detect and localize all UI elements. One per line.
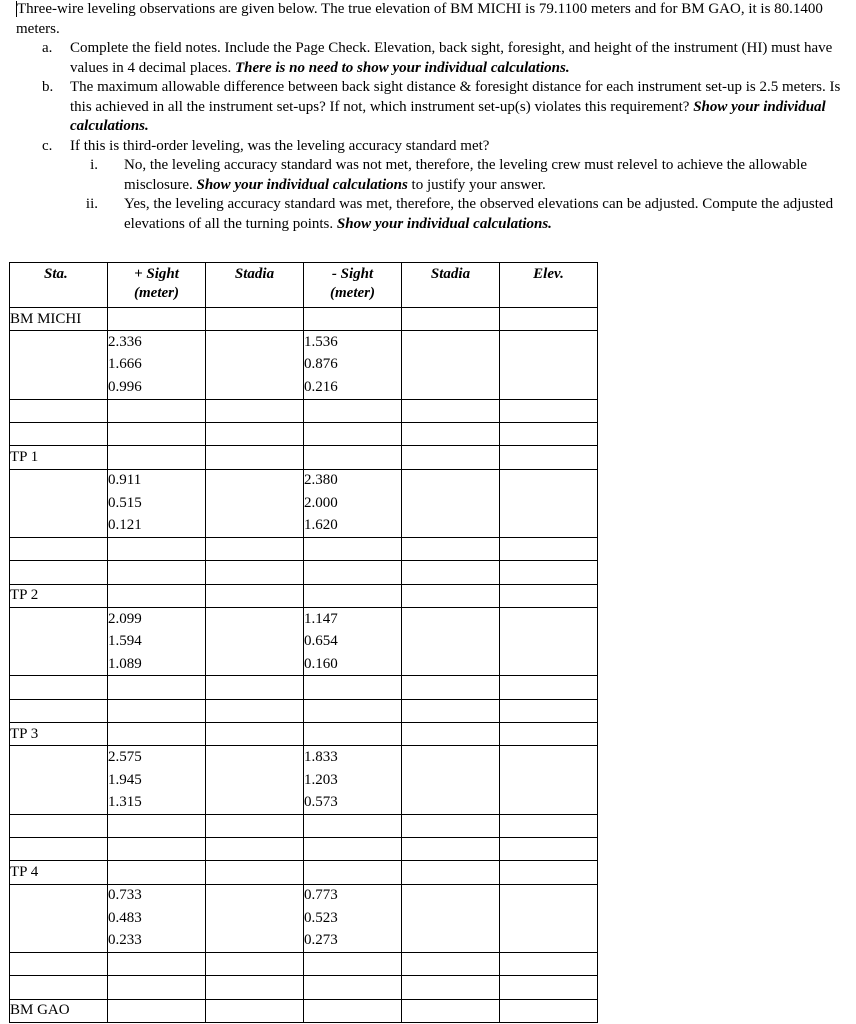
foresight-reading: 0.876 (304, 354, 402, 376)
table-cell (500, 584, 598, 607)
table-cell (108, 561, 206, 584)
table-cell (206, 446, 304, 469)
subpart-text: Yes, the leveling accuracy standard was met, therefore, the observed elevations can be adjusted. Compute the adjusted elevations of all the turning points. (124, 196, 834, 232)
table-cell (108, 952, 206, 975)
table-cell (108, 399, 206, 422)
table-cell (500, 769, 598, 791)
reading-row (10, 930, 598, 953)
foresight-reading: 0.273 (304, 930, 402, 953)
reading-row (10, 331, 598, 354)
station-row (10, 999, 598, 1022)
table-cell (402, 999, 500, 1022)
table-cell (402, 976, 500, 999)
table-cell (206, 861, 304, 884)
foresight-reading: 1.620 (304, 515, 402, 538)
foresight-reading: 0.523 (304, 907, 402, 929)
header-plus-sight: + Sight (meter) (108, 263, 206, 308)
table-cell (206, 584, 304, 607)
backsight-reading: 2.099 (108, 608, 206, 631)
table-cell (206, 676, 304, 699)
table-cell (108, 976, 206, 999)
table-cell (206, 814, 304, 837)
foresight-reading: 2.000 (304, 492, 402, 514)
table-cell (304, 399, 402, 422)
table-cell (500, 446, 598, 469)
subpart-after: to justify your answer. (407, 176, 546, 193)
table-cell (402, 399, 500, 422)
header-stadia-1: Stadia (206, 263, 304, 308)
part-emphasis: Show your individual calculations. (70, 98, 826, 134)
part-text: Complete the field notes. Include the Page Check. Elevation, back sight, foresight, and height of the instrument (HI) must have values in 4 decimal places. (70, 40, 833, 76)
table-cell (108, 676, 206, 699)
table-cell (500, 399, 598, 422)
subpart-ii (16, 195, 841, 234)
table-cell (10, 814, 108, 837)
table-cell (10, 515, 108, 538)
header-stadia-2: Stadia (402, 263, 500, 308)
table-cell (10, 746, 108, 769)
table-cell (206, 354, 304, 376)
backsight-reading: 1.315 (108, 791, 206, 814)
table-cell (500, 515, 598, 538)
table-cell (206, 952, 304, 975)
table-cell (500, 537, 598, 560)
table-cell (500, 837, 598, 860)
table-cell (500, 376, 598, 399)
table-cell (10, 769, 108, 791)
blank-row (10, 561, 598, 584)
part-a (16, 39, 841, 78)
table-cell (108, 308, 206, 331)
table-cell (206, 976, 304, 999)
blank-row (10, 537, 598, 560)
subpart-text: No, the leveling accuracy standard was not met, therefore, the leveling crew must relevel to achieve the allowable misclosure. (124, 157, 808, 193)
foresight-reading: 0.773 (304, 884, 402, 907)
reading-row (10, 907, 598, 929)
table-cell (10, 676, 108, 699)
table-cell (402, 884, 500, 907)
table-cell (500, 907, 598, 929)
table-cell (206, 630, 304, 652)
foresight-reading: 2.380 (304, 469, 402, 492)
table-cell (500, 746, 598, 769)
table-cell (206, 653, 304, 676)
backsight-reading: 0.483 (108, 907, 206, 929)
table-cell (500, 952, 598, 975)
reading-row (10, 746, 598, 769)
backsight-reading: 0.733 (108, 884, 206, 907)
table-cell (304, 584, 402, 607)
table-cell (402, 492, 500, 514)
station-row (10, 446, 598, 469)
table-cell (304, 561, 402, 584)
table-cell (500, 331, 598, 354)
blank-row (10, 837, 598, 860)
table-cell (206, 515, 304, 538)
blank-row (10, 422, 598, 445)
header-elev: Elev. (500, 263, 598, 308)
table-cell (500, 653, 598, 676)
problem-statement (16, 0, 841, 234)
subpart-marker: ii. (85, 196, 98, 212)
table-cell (402, 446, 500, 469)
reading-row (10, 608, 598, 631)
table-cell (402, 584, 500, 607)
table-cell (500, 561, 598, 584)
header-minus-sight: - Sight (meter) (304, 263, 402, 308)
header-sta: Sta. (10, 263, 108, 308)
station-row (10, 308, 598, 331)
table-cell (10, 608, 108, 631)
table-cell (500, 354, 598, 376)
table-cell (402, 308, 500, 331)
table-cell (500, 814, 598, 837)
table-cell (10, 653, 108, 676)
table-cell (500, 422, 598, 445)
table-cell (206, 492, 304, 514)
table-cell (206, 999, 304, 1022)
table-cell (206, 884, 304, 907)
reading-row (10, 469, 598, 492)
blank-row (10, 399, 598, 422)
table-cell (206, 469, 304, 492)
part-marker: a. (42, 40, 53, 56)
backsight-reading: 1.594 (108, 630, 206, 652)
foresight-reading: 1.203 (304, 769, 402, 791)
table-cell (304, 999, 402, 1022)
table-cell (402, 608, 500, 631)
table-cell (304, 837, 402, 860)
table-cell (304, 308, 402, 331)
table-cell (206, 746, 304, 769)
table-cell (500, 308, 598, 331)
station-label: TP 4 (10, 861, 108, 884)
backsight-reading: 1.945 (108, 769, 206, 791)
station-row (10, 723, 598, 746)
station-label: TP 3 (10, 723, 108, 746)
blank-row (10, 699, 598, 722)
station-label: TP 2 (10, 584, 108, 607)
station-row (10, 861, 598, 884)
table-cell (500, 469, 598, 492)
station-label: BM GAO (10, 999, 108, 1022)
backsight-reading: 0.515 (108, 492, 206, 514)
table-cell (10, 976, 108, 999)
foresight-reading: 1.833 (304, 746, 402, 769)
table-cell (108, 861, 206, 884)
table-cell (304, 676, 402, 699)
table-cell (206, 331, 304, 354)
backsight-reading: 0.121 (108, 515, 206, 538)
table-cell (108, 837, 206, 860)
table-cell (402, 469, 500, 492)
table-cell (108, 699, 206, 722)
field-notes-table (9, 262, 598, 1023)
subpart-i (16, 156, 841, 195)
table-cell (206, 399, 304, 422)
table-cell (108, 584, 206, 607)
reading-row (10, 630, 598, 652)
table-cell (108, 814, 206, 837)
table-cell (10, 907, 108, 929)
table-cell (402, 561, 500, 584)
table-cell (304, 952, 402, 975)
table-cell (500, 976, 598, 999)
table-cell (206, 930, 304, 953)
table-cell (402, 422, 500, 445)
table-cell (402, 699, 500, 722)
table-cell (10, 492, 108, 514)
backsight-reading: 0.911 (108, 469, 206, 492)
table-cell (402, 630, 500, 652)
problem-intro: Three-wire leveling observations are given below. The true elevation of BM MICHI is 79.1100 meters and for BM GAO, it is 80.1400 meters. (16, 1, 823, 37)
table-cell (10, 422, 108, 445)
foresight-reading: 1.147 (304, 608, 402, 631)
table-cell (206, 907, 304, 929)
part-text: If this is third-order leveling, was the leveling accuracy standard met? (70, 137, 490, 154)
foresight-reading: 0.573 (304, 791, 402, 814)
table-cell (206, 699, 304, 722)
reading-row (10, 884, 598, 907)
subpart-emphasis: Show your individual calculations (196, 176, 408, 193)
table-cell (108, 723, 206, 746)
table-cell (304, 537, 402, 560)
backsight-reading: 0.996 (108, 376, 206, 399)
table-cell (206, 837, 304, 860)
reading-row (10, 769, 598, 791)
backsight-reading: 2.336 (108, 331, 206, 354)
table-cell (206, 422, 304, 445)
part-c (16, 137, 841, 157)
table-cell (304, 699, 402, 722)
table-cell (10, 699, 108, 722)
table-cell (10, 930, 108, 953)
table-cell (402, 354, 500, 376)
table-cell (10, 376, 108, 399)
table-cell (500, 630, 598, 652)
table-cell (402, 930, 500, 953)
table-cell (402, 952, 500, 975)
table-cell (10, 537, 108, 560)
table-cell (10, 469, 108, 492)
table-cell (402, 723, 500, 746)
table-cell (206, 791, 304, 814)
table-cell (304, 861, 402, 884)
table-cell (10, 837, 108, 860)
blank-row (10, 952, 598, 975)
foresight-reading: 0.216 (304, 376, 402, 399)
table-cell (500, 699, 598, 722)
table-cell (402, 769, 500, 791)
part-text: The maximum allowable difference between back sight distance & foresight distance for each instrument set-up is 2.5 meters. Is this achieved in all the instrument set-ups? If not, which instrument set-up(s) violates this requirement? (70, 79, 841, 115)
backsight-reading: 1.089 (108, 653, 206, 676)
table-cell (500, 861, 598, 884)
table-cell (402, 907, 500, 929)
station-label: TP 1 (10, 446, 108, 469)
table-cell (402, 653, 500, 676)
table-cell (500, 492, 598, 514)
table-cell (10, 791, 108, 814)
reading-row (10, 653, 598, 676)
backsight-reading: 2.575 (108, 746, 206, 769)
table-cell (500, 999, 598, 1022)
table-cell (206, 308, 304, 331)
table-cell (206, 376, 304, 399)
blank-row (10, 676, 598, 699)
table-cell (304, 723, 402, 746)
table-cell (108, 999, 206, 1022)
table-cell (402, 746, 500, 769)
table-cell (10, 952, 108, 975)
table-cell (108, 422, 206, 445)
table-cell (206, 723, 304, 746)
table-cell (10, 354, 108, 376)
table-cell (10, 399, 108, 422)
table-cell (10, 630, 108, 652)
foresight-reading: 1.536 (304, 331, 402, 354)
table-cell (500, 791, 598, 814)
table-body (10, 308, 598, 1023)
reading-row (10, 791, 598, 814)
table-cell (500, 608, 598, 631)
table-cell (402, 515, 500, 538)
table-cell (402, 791, 500, 814)
table-cell (304, 814, 402, 837)
subpart-emphasis: Show your individual calculations. (336, 215, 552, 232)
part-marker: c. (42, 137, 53, 154)
table-cell (500, 930, 598, 953)
reading-row (10, 354, 598, 376)
blank-row (10, 814, 598, 837)
blank-row (10, 976, 598, 999)
part-marker: b. (42, 79, 54, 95)
table-cell (304, 446, 402, 469)
table-cell (402, 861, 500, 884)
table-cell (10, 331, 108, 354)
part-emphasis: There is no need to show your individual calculations. (234, 59, 570, 76)
station-label: BM MICHI (10, 308, 108, 331)
table-cell (500, 676, 598, 699)
foresight-reading: 0.654 (304, 630, 402, 652)
table-cell (108, 446, 206, 469)
table-cell (304, 976, 402, 999)
backsight-reading: 0.233 (108, 930, 206, 953)
table-cell (304, 422, 402, 445)
table-cell (108, 537, 206, 560)
reading-row (10, 376, 598, 399)
table-cell (206, 561, 304, 584)
subpart-marker: i. (90, 157, 98, 173)
table-cell (206, 537, 304, 560)
reading-row (10, 515, 598, 538)
header-row (10, 263, 598, 308)
table-cell (402, 331, 500, 354)
table-cell (10, 561, 108, 584)
reading-row (10, 492, 598, 514)
foresight-reading: 0.160 (304, 653, 402, 676)
table-cell (402, 376, 500, 399)
table-cell (402, 837, 500, 860)
table-cell (10, 884, 108, 907)
table-cell (402, 814, 500, 837)
table-cell (206, 769, 304, 791)
table-cell (500, 884, 598, 907)
part-b (16, 78, 841, 137)
table-cell (402, 676, 500, 699)
table-cell (402, 537, 500, 560)
table-cell (500, 723, 598, 746)
table-cell (206, 608, 304, 631)
backsight-reading: 1.666 (108, 354, 206, 376)
station-row (10, 584, 598, 607)
